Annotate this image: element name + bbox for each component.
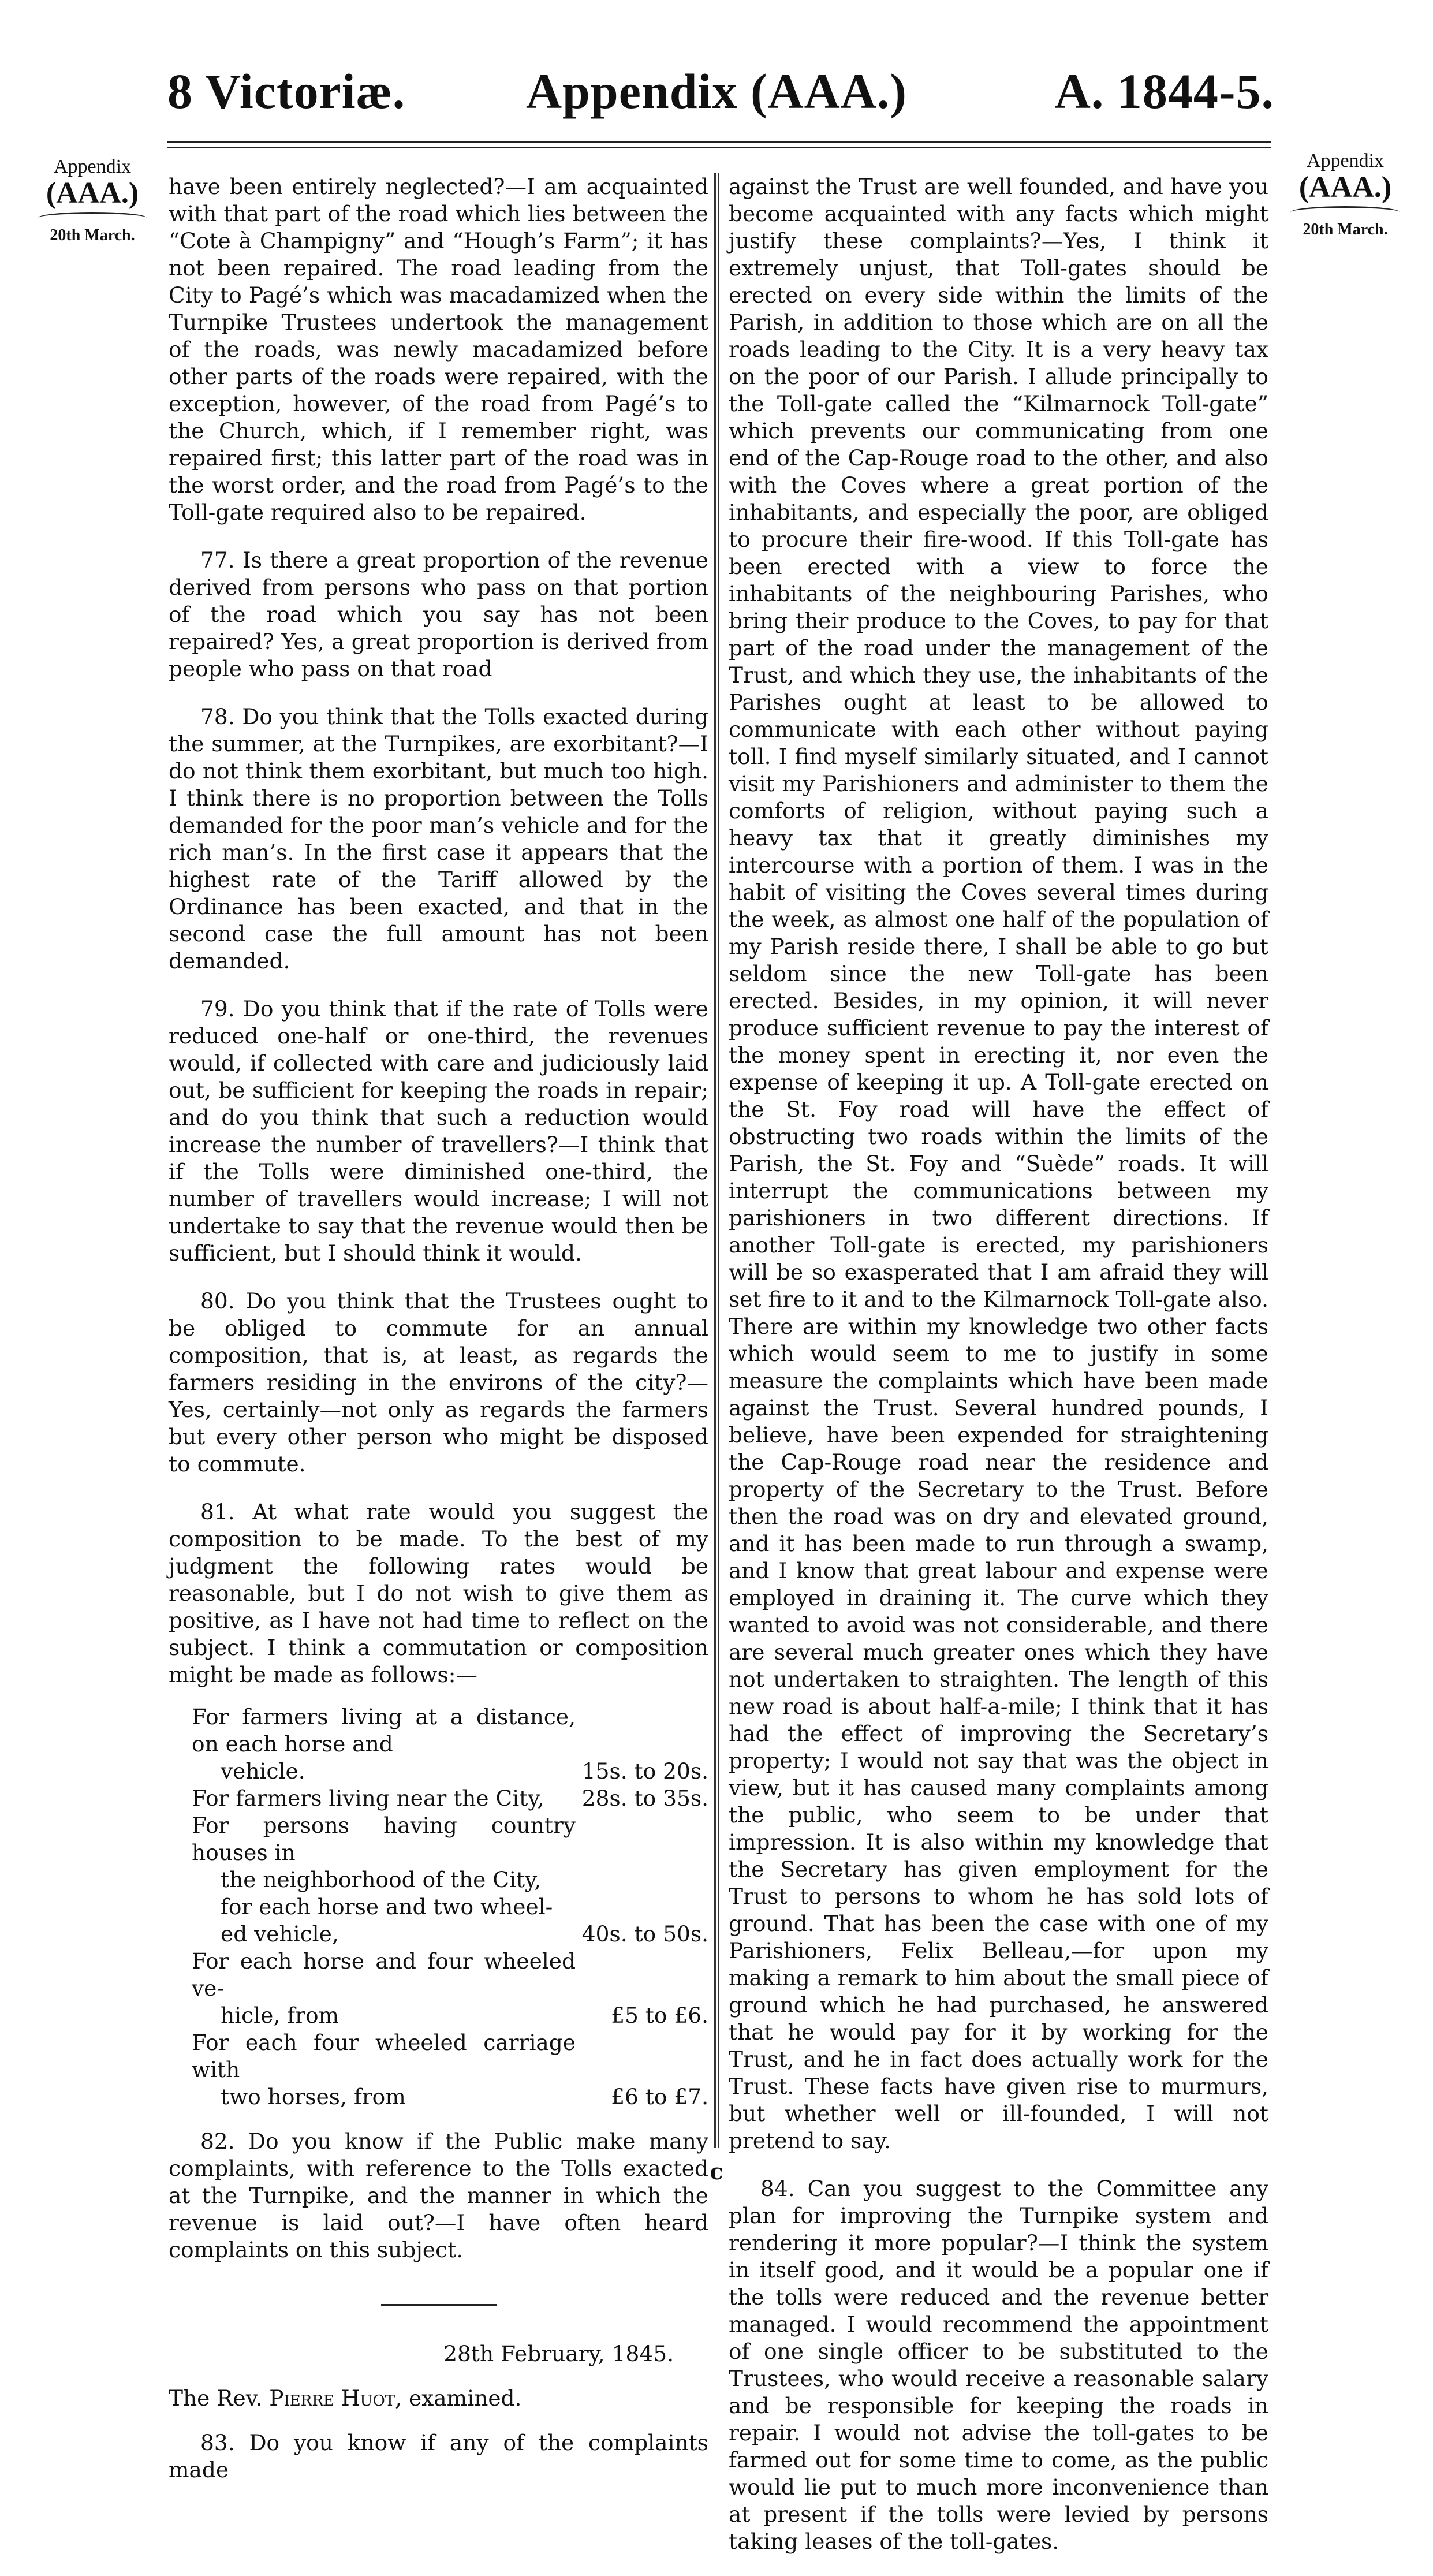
margin-date: 20th March. [1303,220,1388,238]
rate-description: For each horse and four wheeled ve- [192,1948,576,2001]
witness-name: Pierre Huot [269,2385,395,2411]
header-session: 8 Victoriæ. [167,64,406,119]
session-date: 28th February, 1845. [443,2341,674,2366]
right-column [729,173,1268,2576]
rate-row [169,2083,708,2111]
rate-value: 40s. to 50s. [581,1921,708,1947]
witness-suffix: , examined. [395,2385,522,2411]
rate-row [169,1758,708,1785]
rate-description: two horses, from [221,2084,406,2109]
margin-note-right [1279,150,1412,239]
rate-row [169,1703,708,1758]
rate-description: vehicle. [221,1758,305,1784]
rate-value [576,1812,708,1866]
rates-table [169,1703,708,2111]
margin-note-left [26,156,159,245]
question-83: 83. Do you know if any of the complaints made [169,2430,708,2482]
question-84: 84. Can you suggest to the Committee any plan for improving the Turnpike system and rendering it more popular?—I think the system in itself good, and it would be a popular one if the tolls were reduced and the revenue better managed. I would recommend the appointment of one single officer to be substituted to the Trustees, who would receive a reasonable salary and be responsible for keeping the roads in repair. I would not advise the toll-gates to be farmed out for some time to come, as the public would lie put to much more inconvenience than at present if the tolls were levied by persons taking leases of the toll-gates. [729,2176,1268,2554]
header-rule-thin [167,147,1271,148]
rate-row [169,1921,708,1948]
question-78: 78. Do you think that the Tolls exacted during the summer, at the Turnpikes, are exorbitant?—I do not think them exorbitant, but much too high. I think there is no proportion between the Tolls demanded for the poor man’s vehicle and for the rich man’s. In the first case it appears that the highest rate of the Tariff allowed by the Ordinance has been exacted, and that in the second case the full amount has not been demanded. [169,704,708,974]
header-year: A. 1844-5. [1054,64,1274,119]
page-signature: c [710,2159,723,2184]
header-rule [167,141,1271,143]
question-81: 81. At what rate would you suggest the composition to be made. To the best of my judgment the following rates would be reasonable, but I do not wish to give them as positive, as I have not had time to reflect on the subject. I think a commutation or composition might be made as follows:— [169,1499,708,1687]
rate-row [169,2029,708,2083]
rate-description: For farmers living near the City, [192,1785,544,1811]
rate-description: hicle, from [221,2003,339,2028]
left-column [169,173,708,2504]
rate-description: For each four wheeled carriage with [192,2030,576,2082]
rate-description: for each horse and two wheel- [221,1894,553,1919]
section-separator [381,2304,497,2306]
rate-value [576,1866,708,1893]
rate-row [169,1812,708,1866]
margin-appendix-label: Appendix [1306,150,1385,172]
rate-value [576,1948,708,2002]
margin-brace [38,212,147,224]
rate-value: 15s. to 20s. [581,1758,708,1784]
rate-description: For farmers living at a distance, on each horse and [192,1704,576,1757]
rate-row [169,2002,708,2029]
margin-appendix-code: (AAA.) [46,177,139,210]
rate-row [169,1948,708,2002]
rate-value [576,2029,708,2083]
rate-row [169,1866,708,1893]
paragraph-continuation: have been entirely neglected?—I am acquainted with that part of the road which lies between the “Cote à Champigny” and “Hough’s Farm”; it has not been repaired. The road leading from the City to Pagé’s which was macadamized when the Turnpike Trustees undertook the management of the roads, was newly macadamized before other parts of the roads were repaired, with the exception, however, of the road from Pagé’s to the Church, which, if I remember right, was repaired first; this latter part of the road was in the worst order, and the road from Pagé’s to the Toll-gate required also to be repaired. [169,174,708,525]
rate-value [576,1703,708,1758]
question-80: 80. Do you think that the Trustees ought to be obliged to commute for an annual composition, that is, at least, as regards the farmers residing in the environs of the city?—Yes, certainly—not only as regards the farmers but every other person who might be disposed to commute. [169,1288,708,1477]
margin-appendix-label: Appendix [53,156,132,177]
margin-brace [1290,206,1400,218]
rate-description: ed vehicle, [221,1921,339,1947]
rate-description: For persons having country houses in [192,1813,576,1865]
question-77: 77. Is there a great proportion of the revenue derived from persons who pass on that portion of the road which you say has not been repaired? Yes, a great proportion is derived from people who pass on that road [169,547,708,681]
question-82: 82. Do you know if the Public make many complaints, with reference to the Tolls exacted at the Turnpike, and the manner in which the revenue is laid out?—I have often heard complaints on this subject. [169,2128,708,2262]
rate-row [169,1893,708,1921]
rate-value [576,1893,708,1921]
margin-date: 20th March. [50,226,135,244]
rate-value: 28s. to 35s. [581,1785,708,1811]
question-79: 79. Do you think that if the rate of Tolls were reduced one-half or one-third, the revenues would, if collected with care and judiciously laid out, be sufficient for keeping the roads in repair; and do you think that such a reduction would increase the number of travellers?—I think that if the Tolls were diminished one-third, the number of travellers would increase; I will not undertake to say that the revenue would then be sufficient, but I should think it would. [169,996,708,1266]
header-appendix-title: Appendix (AAA.) [525,64,908,119]
rate-value: £5 to £6. [611,2003,708,2028]
column-divider [714,173,719,2148]
margin-appendix-code: (AAA.) [1298,171,1392,204]
witness-line [169,2385,708,2412]
rate-value: £6 to £7. [611,2084,708,2109]
witness-prefix: The Rev. [169,2385,263,2411]
answer-83-continuation: against the Trust are well founded, and have you become acquainted with any facts which might justify these complaints?—Yes, I think it extremely unjust, that Toll-gates should be erected on every side within the limits of the Parish, in addition to those which are on all the roads leading to the City. It is a very heavy tax on the poor of our Parish. I allude principally to the Toll-gate called the “Kilmarnock Toll-gate” which prevents our communicating from one end of the Cap-Rouge road to the other, and also with the Coves where a great portion of the inhabitants, and especially the poor, are obliged to procure their fire-wood. If this Toll-gate has been erected with a view to force the inhabitants of the neighbouring Parishes, who bring their produce to the Coves, to pay for that part of the road under the management of the Trust, and which they use, the inhabitants of the Parishes ought at least to be allowed to communicate with each other without paying toll. I find myself similarly situated, and I cannot visit my Parishioners and administer to them the comforts of religion, without paying such a heavy tax that it greatly diminishes my intercourse with a portion of them. I was in the habit of visiting the Coves several times during the week, as almost one half of the population of my Parish reside there, I shall be able to go but seldom since the new Toll-gate has been erected. Besides, in my opinion, it will never produce sufficient revenue to pay the interest of the money spent in erecting it, nor even the expense of keeping it up. A Toll-gate erected on the St. Foy road will have the effect of obstructing two roads within the limits of the Parish, the St. Foy and “Suède” roads. It will interrupt the communications between my parishioners in two different directions. If another Toll-gate is erected, my parishioners will be so exasperated that I am afraid they will set fire to it and to the Kilmarnock Toll-gate also. There are within my knowledge two other facts which would seem to me to justify in some measure the complaints which have been made against the Trust. Several hundred pounds, I believe, have been expended for straightening the Cap-Rouge road near the residence and property of the Secretary to the Trust. Before then the road was on dry and elevated ground, and it has been made to run through a swamp, and I know that great labour and expense were employed in draining it. The curve which they wanted to avoid was not considerable, and there are several much greater ones which they have not undertaken to straighten. The length of this new road is about half-a-mile; I think that it has had the effect of improving the Secretary’s property; I would not say that was the object in view, but it has caused many complaints among the public, who seem to be under that impression. It is also within my knowledge that the Secretary has given employment for the Trust to persons to whom he has sold lots of ground. That has been the case with one of my Parishioners, Felix Belleau,—for upon my making a remark to him about the small piece of ground which he had purchased, he answered that he would pay for it by working for the Trust, and he in fact does actually work for the Trust. These facts have given rise to murmurs, but whether well or ill-founded, I will not pretend to say. [729,174,1268,2153]
rate-description: the neighborhood of the City, [221,1867,542,1892]
rate-row [169,1785,708,1812]
